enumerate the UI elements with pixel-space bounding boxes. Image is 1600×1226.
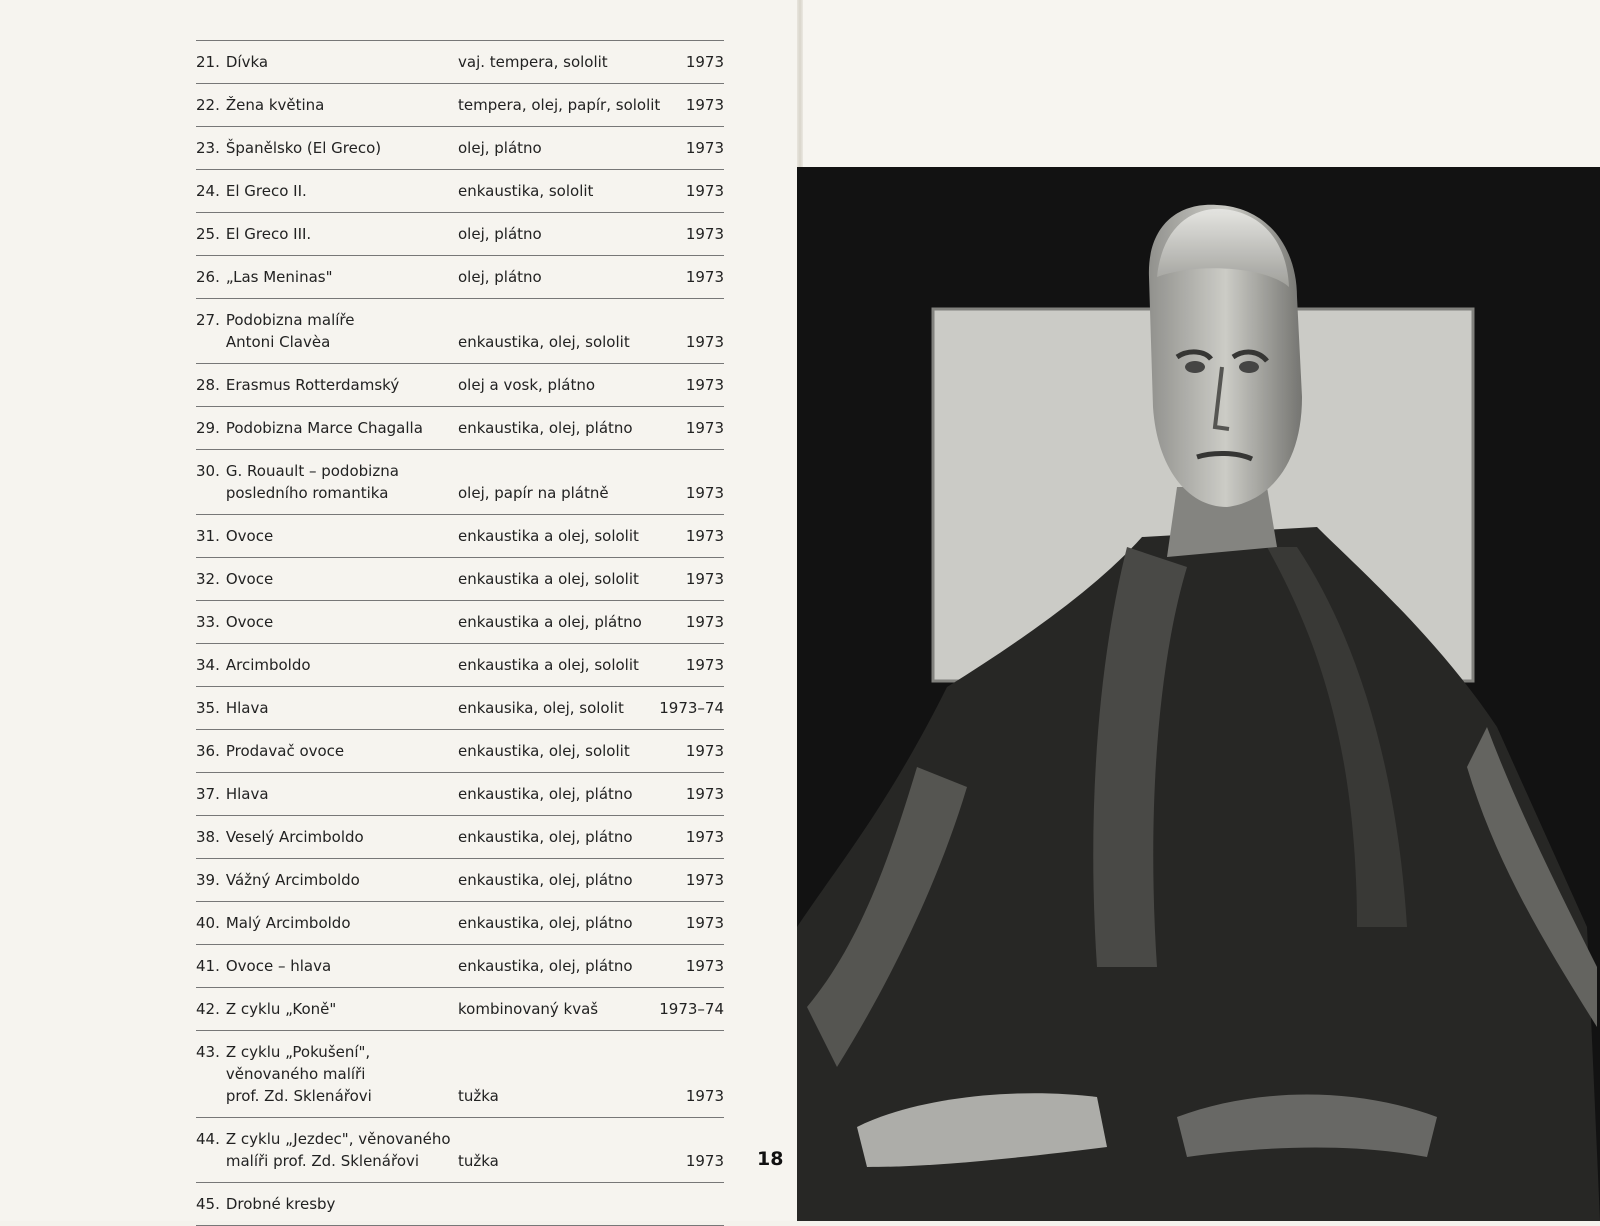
catalog-row-title <box>196 912 351 934</box>
catalog-row-medium: enkausika, olej, sololit <box>458 699 624 717</box>
catalog-row-year: 1973 <box>685 957 724 975</box>
catalog-row-title-text: Ovoce – hlava <box>225 957 332 975</box>
catalog-row-title <box>196 998 336 1020</box>
catalog-row-title-text: Hlava <box>225 699 269 717</box>
catalog-row <box>196 601 724 644</box>
catalog-row-title-text: Veselý Arcimboldo <box>225 828 364 846</box>
catalog-row-year: 1973 <box>685 1152 724 1170</box>
catalog-row-title-text: Podobizna malíře Antoni Clavèa <box>225 311 355 351</box>
catalog-row <box>196 84 724 127</box>
catalog-row-year: 1973 <box>685 139 724 157</box>
catalog-row <box>196 730 724 773</box>
catalog-row-title-text: Ovoce <box>225 613 274 631</box>
catalog-row-number: 23. <box>196 139 220 157</box>
catalog-row-title <box>196 180 307 202</box>
catalog-row-year: 1973 <box>685 225 724 243</box>
catalog-row <box>196 644 724 687</box>
catalog-row-year: 1973 <box>685 182 724 200</box>
catalog-row-title-text: Z cyklu „Jezdec", věnovaného malíři prof. Zd. Sklenářovi <box>225 1130 451 1170</box>
catalog-row-title-text: Podobizna Marce Chagalla <box>225 419 423 437</box>
catalog-row-year: 1973 <box>685 828 724 846</box>
catalog-row-title <box>196 266 333 288</box>
catalog-row-number: 42. <box>196 1000 220 1018</box>
catalog-row-title <box>196 611 273 633</box>
catalog-row-title-text: Dívka <box>225 53 269 71</box>
catalog-row-year: 1973 <box>685 785 724 803</box>
catalog-row-title-text: „Las Meninas" <box>225 268 333 286</box>
catalog-row-medium: vaj. tempera, sololit <box>458 53 608 71</box>
catalog-row-number: 25. <box>196 225 220 243</box>
catalog-row-title <box>196 1193 335 1215</box>
catalog-row-medium: enkaustika a olej, plátno <box>458 613 642 631</box>
portrait-painting-reproduction <box>797 167 1600 1221</box>
catalog-row-title <box>196 568 273 590</box>
catalog-row-title <box>196 654 311 676</box>
catalog-row-number: 30. <box>196 462 220 480</box>
catalog-row-medium: tužka <box>458 1152 499 1170</box>
catalog-row-number: 31. <box>196 527 220 545</box>
catalog-row-title <box>196 783 269 805</box>
catalog-row-medium: enkaustika a olej, sololit <box>458 570 639 588</box>
catalog-row-medium: olej a vosk, plátno <box>458 376 596 394</box>
catalog-row-medium: enkaustika, olej, plátno <box>458 914 633 932</box>
catalog-row <box>196 256 724 299</box>
catalog-row-number: 44. <box>196 1130 220 1148</box>
catalog-row-year: 1973–74 <box>659 699 724 717</box>
catalog-row-number: 34. <box>196 656 220 674</box>
catalog-row-title <box>196 525 273 547</box>
catalog-row-year: 1973 <box>685 376 724 394</box>
catalog-row-medium: olej, plátno <box>458 225 542 243</box>
catalog-row-year: 1973 <box>685 484 724 502</box>
catalog-row-year: 1973 <box>685 742 724 760</box>
catalog-row-medium: olej, plátno <box>458 139 542 157</box>
catalog-row-number: 22. <box>196 96 220 114</box>
catalog-row-year: 1973 <box>685 613 724 631</box>
catalog-row-number: 28. <box>196 376 220 394</box>
catalog-row-medium: kombinovaný kvaš <box>458 1000 599 1018</box>
catalog-row-title <box>196 460 399 504</box>
catalog-row-year: 1973 <box>685 268 724 286</box>
catalog-row-medium: enkaustika, sololit <box>458 182 594 200</box>
catalog-row-title <box>196 417 423 439</box>
catalog-row <box>196 859 724 902</box>
catalog-row <box>196 902 724 945</box>
catalog-row <box>196 213 724 256</box>
catalog-row-title-text: Ovoce <box>225 570 274 588</box>
catalog-row-title <box>196 826 364 848</box>
catalog-row-medium: enkaustika, olej, plátno <box>458 871 633 889</box>
catalog-row-number: 45. <box>196 1195 220 1213</box>
catalog-row-medium: enkaustika, olej, plátno <box>458 785 633 803</box>
catalog-row-year: 1973 <box>685 96 724 114</box>
catalog-row <box>196 170 724 213</box>
catalog-row-number: 35. <box>196 699 220 717</box>
catalog-row-year: 1973 <box>685 53 724 71</box>
catalog-row-medium: enkaustika, olej, sololit <box>458 742 630 760</box>
catalog-row-number: 27. <box>196 311 220 329</box>
catalog-row-year: 1973 <box>685 333 724 351</box>
catalog-row-medium: olej, plátno <box>458 268 542 286</box>
catalog-row <box>196 1031 724 1118</box>
catalog-row <box>196 41 724 84</box>
catalog-row-title <box>196 137 381 159</box>
catalog-row <box>196 988 724 1031</box>
catalog-row <box>196 1183 724 1226</box>
catalog-row-number: 41. <box>196 957 220 975</box>
catalog-row-title-text: Malý Arcimboldo <box>225 914 351 932</box>
catalog-row-medium: tužka <box>458 1087 499 1105</box>
catalog-row-medium: enkaustika, olej, plátno <box>458 957 633 975</box>
catalog-row-title <box>196 869 360 891</box>
catalog-row-number: 38. <box>196 828 220 846</box>
catalog-row-title-text: Z cyklu „Pokušení", věnovaného malíři prof. Zd. Sklenářovi <box>225 1043 372 1105</box>
catalog-row-year: 1973 <box>685 419 724 437</box>
catalog-row-number: 33. <box>196 613 220 631</box>
catalog-row-title-text: Arcimboldo <box>225 656 311 674</box>
catalog-row <box>196 816 724 859</box>
catalog-row-title-text: Hlava <box>225 785 269 803</box>
catalog-row <box>196 299 724 364</box>
catalog-row <box>196 945 724 988</box>
catalog-row-title-text: Erasmus Rotterdamský <box>225 376 400 394</box>
catalog-row-title-text: Prodavač ovoce <box>225 742 345 760</box>
catalog-row-title <box>196 697 269 719</box>
catalog-row-title-text: Z cyklu „Koně" <box>225 1000 337 1018</box>
catalog-row <box>196 687 724 730</box>
catalog-row <box>196 515 724 558</box>
catalog-row-year: 1973 <box>685 570 724 588</box>
catalog-row <box>196 127 724 170</box>
catalog-row-number: 29. <box>196 419 220 437</box>
artwork-catalog-list <box>196 40 724 1226</box>
catalog-row-title-text: El Greco III. <box>225 225 312 243</box>
catalog-row-number: 26. <box>196 268 220 286</box>
catalog-row-number: 32. <box>196 570 220 588</box>
catalog-row-title-text: Ovoce <box>225 527 274 545</box>
catalog-row-number: 39. <box>196 871 220 889</box>
catalog-row-title <box>196 51 268 73</box>
catalog-row-title-text: Španělsko (El Greco) <box>225 139 382 157</box>
catalog-row-medium: enkaustika a olej, sololit <box>458 656 639 674</box>
catalog-row-title <box>196 1041 372 1107</box>
catalog-row-title <box>196 374 399 396</box>
catalog-row-number: 21. <box>196 53 220 71</box>
catalog-row <box>196 407 724 450</box>
catalog-row-year: 1973 <box>685 1087 724 1105</box>
catalog-row-title <box>196 955 331 977</box>
catalog-row-medium: olej, papír na plátně <box>458 484 609 502</box>
catalog-row-title-text: Vážný Arcimboldo <box>225 871 360 889</box>
catalog-row-number: 37. <box>196 785 220 803</box>
catalog-row-year: 1973 <box>685 914 724 932</box>
catalog-row-number: 24. <box>196 182 220 200</box>
catalog-row-medium: enkaustika a olej, sololit <box>458 527 639 545</box>
catalog-row-medium: enkaustika, olej, sololit <box>458 333 630 351</box>
catalog-row-title-text: Drobné kresby <box>225 1195 336 1213</box>
catalog-row-title-text: G. Rouault – podobizna posledního romantika <box>225 462 399 502</box>
catalog-row-year: 1973 <box>685 656 724 674</box>
catalog-row-number: 40. <box>196 914 220 932</box>
catalog-row <box>196 364 724 407</box>
catalog-row-title <box>196 94 324 116</box>
catalog-row <box>196 450 724 515</box>
catalog-row-year: 1973 <box>685 871 724 889</box>
catalog-row-medium: enkaustika, olej, plátno <box>458 419 633 437</box>
catalog-row-year: 1973 <box>685 527 724 545</box>
catalog-row-title <box>196 309 354 353</box>
catalog-row <box>196 773 724 816</box>
catalog-row-title-text: Žena květina <box>225 96 325 114</box>
catalog-row <box>196 558 724 601</box>
catalog-row-title <box>196 223 311 245</box>
catalog-row-title-text: El Greco II. <box>225 182 307 200</box>
catalog-row-number: 43. <box>196 1043 220 1061</box>
catalog-row-title <box>196 1128 451 1172</box>
catalog-row-year: 1973–74 <box>659 1000 724 1018</box>
page-number: 18 <box>757 1148 784 1170</box>
catalog-row-medium: enkaustika, olej, plátno <box>458 828 633 846</box>
portrait-painting-image <box>797 167 1600 1221</box>
catalog-row-medium: tempera, olej, papír, sololit <box>458 96 661 114</box>
catalog-row-number: 36. <box>196 742 220 760</box>
catalog-row <box>196 1118 724 1183</box>
catalog-row-title <box>196 740 344 762</box>
